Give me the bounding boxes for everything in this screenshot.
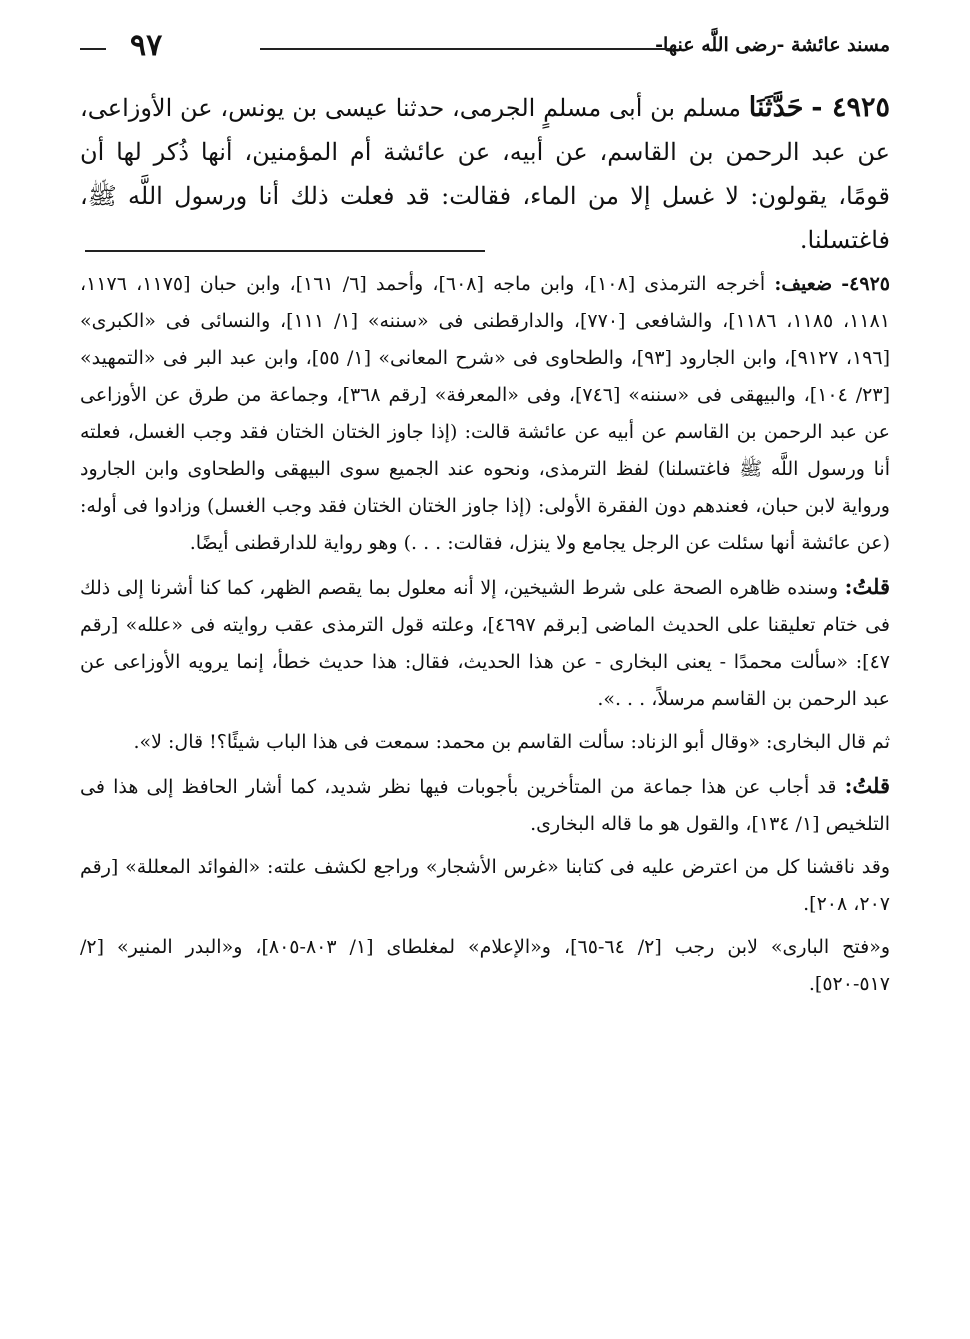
footnotes	[80, 266, 890, 1009]
comment-paragraph-5: و«فتح البارى» لابن رجب [٢/ ٦٤-٦٥]، و«الإعلام» لمغلطاى [١/ ٨٠٣-٨٠٥]، و«البدر المنير» [٢/ ٥١٧-٥٢٠].	[80, 936, 891, 995]
hadith-number: ٤٩٢٥ -	[811, 92, 890, 123]
page-number-dash	[80, 48, 106, 50]
grade-label: ضعيف:	[774, 273, 833, 295]
comment-text-3: قد أجاب عن هذا جماعة من المتأخرين بأجوبات فيها نظر شديد، كما أشار الحافظ إلى هذا فى التلخيص [١/ ١٣٤]، والقول هو ما قاله البخارى.	[80, 776, 890, 835]
header-rule	[260, 48, 670, 50]
page-header	[80, 28, 890, 68]
qultu-label-1: قلتُ:	[844, 574, 890, 599]
comment-paragraph-3	[80, 767, 890, 843]
footnote-separator	[85, 250, 485, 252]
hadith-body: مسلم بن أبى مسلمٍ الجرمى، حدثنا عيسى بن يونس، عن الأوزاعى، عن عبد الرحمن بن القاسم، عن أبيه، عن عائشة أم المؤمنين، أنها ذُكر لها أن قومًا، يقولون: لا غسل إلا من الماء، فقالت: قد فعلت ذلك أنا ورسول اللَّه ﷺ، فاغتسلنا.	[80, 94, 890, 254]
hadith-text	[80, 86, 890, 262]
comment-paragraph-2: ثم قال البخارى: «وقال أبو الزناد: سألت القاسم بن محمد: سمعت فى هذا الباب شيئًا؟! قال: لا».	[133, 731, 890, 753]
qultu-label-2: قلتُ:	[844, 773, 890, 798]
comment-paragraph-1	[80, 568, 890, 718]
note-number: ٤٩٢٥-	[841, 273, 890, 295]
takhrij-paragraph	[80, 266, 890, 562]
running-title: مسند عائشة -رضى اللَّه عنها-	[655, 34, 890, 56]
page-number: ٩٧	[130, 28, 163, 63]
hadith-intro: حَدَّثَنَا	[748, 92, 804, 123]
takhrij-text: أخرجه الترمذى [١٠٨]، وابن ماجه [٦٠٨]، وأحمد [٦/ ١٦١]، وابن حبان [١١٧٥، ١١٧٦، ١١٨١، ١١٨٥، ١١٨٦]، والشافعى [٧٧٠]، والدارقطنى فى «سننه» [١/ ١١١]، والنسائى فى «الكبرى» [١٩٦، ٩١٢٧]، وابن الجارود [٩٣]، والطحاوى فى «شرح المعانى» [١/ ٥٥]، وابن عبد البر فى «التمهيد» [٢٣/ ١٠٤]، والبيهقى فى «سننه» [٧٤٦]، وفى «المعرفة» [رقم ٣٦٨]، وجماعة من طرق عن الأوزاعى عن عبد الرحمن بن القاسم عن أبيه عن عائشة قالت: (إذا جاوز الختان الختان فقد وجب الغسل، فعلته أنا ورسول اللَّه ﷺ فاغتسلنا) لفظ الترمذى، ونحوه عند الجميع سوى البيهقى والطحاوى وابن الجارود ورواية لابن حبان، فعندهم دون الفقرة الأولى: (إذا جاوز الختان الختان فقد وجب الغسل) وزادوا فى أوله: (عن عائشة أنها سئلت عن الرجل يجامع ولا ينزل، فقالت: . . .) وهو رواية للدارقطنى أيضًا.	[80, 273, 891, 554]
comment-text-1: وسنده ظاهره الصحة على شرط الشيخين، إلا أنه معلول بما يقصم الظهر، كما كنا أشرنا إلى ذلك فى ختام تعليقنا على الحديث الماضى [برقم ٤٦٩٧]، وعلته قول الترمذى عقب روايته فى «علله» [رقم ٤٧]: «سألت محمدًا - يعنى البخارى - عن هذا الحديث، فقال: هذا حديث خطأ، إنما يرويه الأوزاعى عن عبد الرحمن بن القاسم مرسلاً، . . .».	[80, 577, 890, 710]
comment-paragraph-4: وقد ناقشنا كل من اعترض عليه فى كتابنا «غرس الأشجار» وراجع لكشف علته: «الفوائد المعللة» [رقم ٢٠٧، ٢٠٨].	[80, 856, 890, 915]
